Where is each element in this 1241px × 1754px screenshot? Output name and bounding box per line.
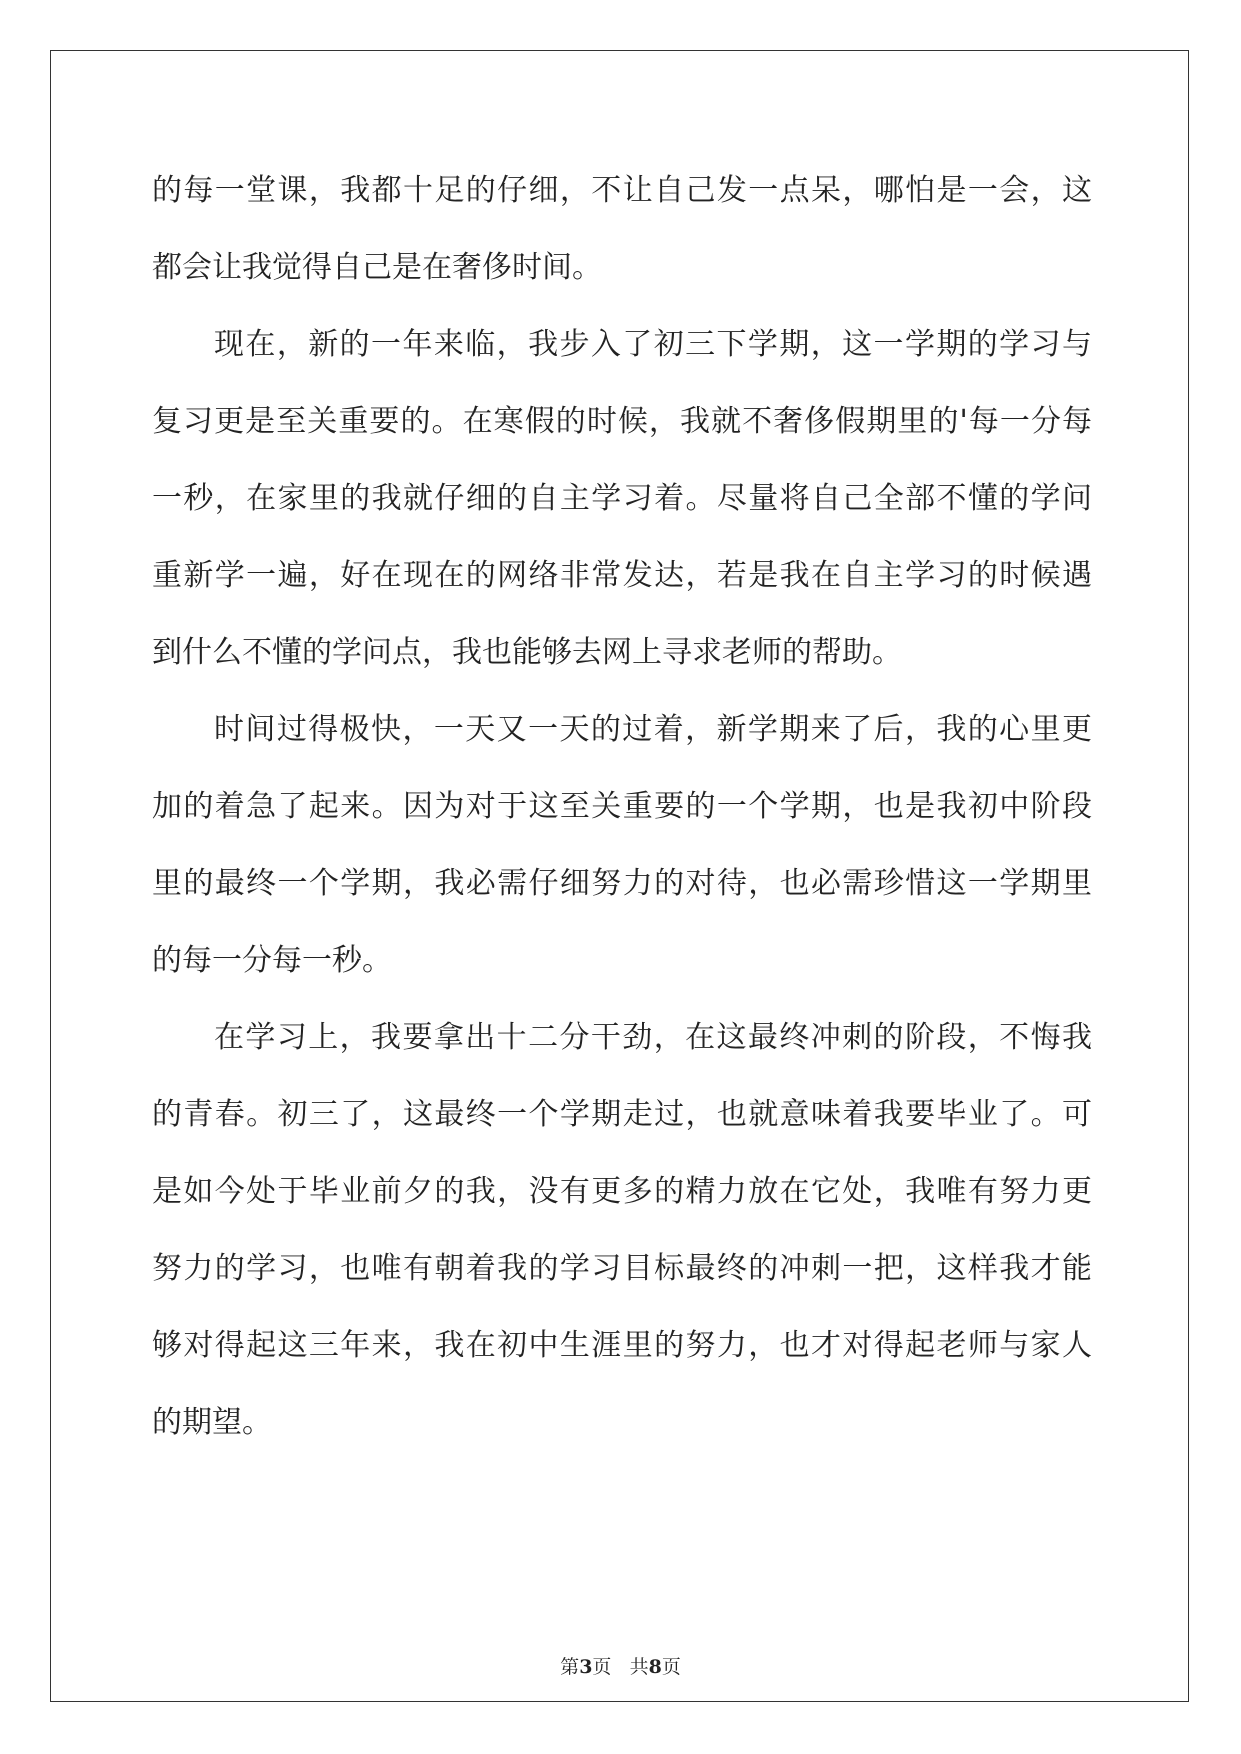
text-line-content: 的期望。	[152, 1405, 272, 1440]
text-line	[152, 152, 1092, 229]
text-line-content: 现在，新的一年来临，我步入了初三下学期，这一学期的学习与	[214, 327, 1092, 362]
text-line-content: 在学习上，我要拿出十二分干劲，在这最终冲刺的阶段，不悔我	[214, 1020, 1092, 1055]
text-line	[152, 999, 1092, 1076]
footer-total-suffix: 页	[661, 1656, 681, 1678]
text-line	[152, 614, 1092, 691]
text-line-content: 重新学一遍，好在现在的网络非常发达，若是我在自主学习的时候遇	[152, 558, 1092, 593]
text-line	[152, 768, 1092, 845]
total-page-number: 8	[648, 1656, 662, 1678]
text-line-content: 都会让我觉得自己是在奢侈时间。	[152, 250, 602, 285]
text-line	[152, 845, 1092, 922]
text-line	[152, 1076, 1092, 1153]
text-line	[152, 1384, 1092, 1461]
text-line-content: 是如今处于毕业前夕的我，没有更多的精力放在它处，我唯有努力更	[152, 1174, 1092, 1209]
text-line	[152, 1153, 1092, 1230]
text-line	[152, 691, 1092, 768]
text-line	[152, 922, 1092, 999]
text-line-content: 到什么不懂的学问点，我也能够去网上寻求老师的帮助。	[152, 635, 902, 670]
document-body	[152, 152, 1092, 1461]
text-line-content: 一秒，在家里的我就仔细的自主学习着。尽量将自己全部不懂的学问	[152, 481, 1092, 516]
footer-prefix: 第	[560, 1656, 580, 1678]
text-line-content: 复习更是至关重要的。在寒假的时候，我就不奢侈假期里的'每一分每	[152, 404, 1092, 439]
text-line-content: 的青春。初三了，这最终一个学期走过，也就意味着我要毕业了。可	[152, 1097, 1092, 1132]
text-line	[152, 306, 1092, 383]
text-line	[152, 229, 1092, 306]
text-line	[152, 1307, 1092, 1384]
page-number-footer	[0, 1652, 1241, 1679]
text-line	[152, 383, 1092, 460]
text-line-content: 够对得起这三年来，我在初中生涯里的努力，也才对得起老师与家人	[152, 1328, 1092, 1363]
text-line-content: 的每一分每一秒。	[152, 943, 392, 978]
text-line-content: 的每一堂课，我都十足的仔细，不让自己发一点呆，哪怕是一会，这	[152, 173, 1092, 208]
current-page-number: 3	[579, 1656, 593, 1678]
text-line	[152, 537, 1092, 614]
text-line-content: 加的着急了起来。因为对于这至关重要的一个学期，也是我初中阶段	[152, 789, 1092, 824]
text-line	[152, 460, 1092, 537]
footer-page-suffix: 页	[592, 1656, 612, 1678]
text-line-content: 时间过得极快，一天又一天的过着，新学期来了后，我的心里更	[214, 712, 1092, 747]
text-line-content: 里的最终一个学期，我必需仔细努力的对待，也必需珍惜这一学期里	[152, 866, 1092, 901]
footer-total-prefix: 共	[629, 1656, 649, 1678]
text-line-content: 努力的学习，也唯有朝着我的学习目标最终的冲刺一把，这样我才能	[152, 1251, 1092, 1286]
text-line	[152, 1230, 1092, 1307]
